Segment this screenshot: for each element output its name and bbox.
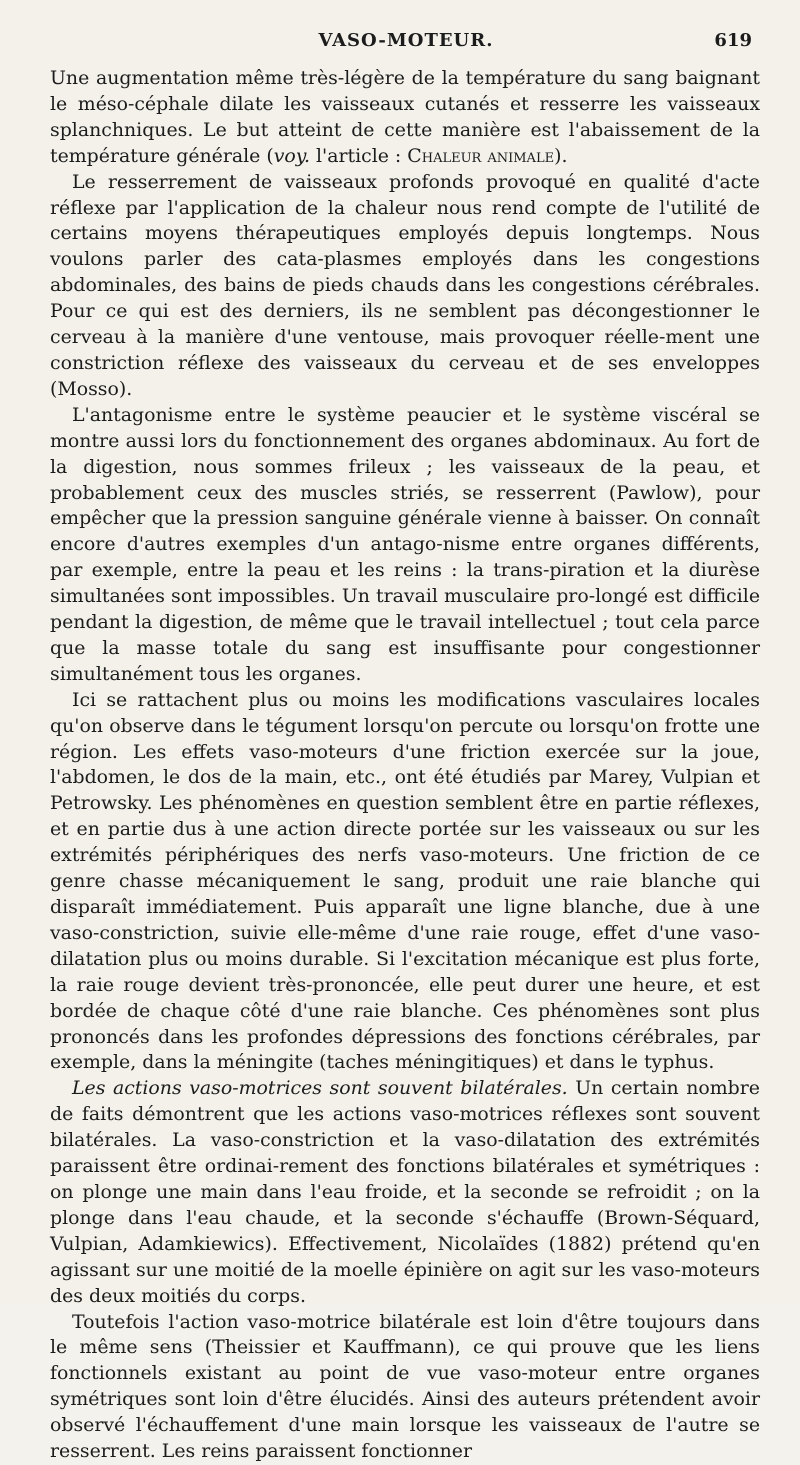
paragraph-text: l'article : (309, 144, 408, 167)
paragraph-text: Un certain nombre de faits démontrent que les actions vaso-motrices réflexes sont souvent bilatérales. La vaso-constriction et la vaso-dilatation des extrémités paraissent être ordinai-rement des fonctions bilatérales et symétriques : on plonge une main dans l'eau froide, et la seconde se refroidit ; on la plonge dans l'eau chaude, et la seconde s'échauffe (Brown-Séquard, Vulpian, Adamkiewics). Effectivement, Nicolaïdes (1882) prétend qu'en agissant sur une moitié de la moelle épinière on agit sur les vaso-moteurs des deux moitiés du corps. (50, 1077, 760, 1307)
voy-abbreviation: voy. (273, 144, 310, 167)
paragraph (50, 1076, 760, 1309)
paragraph: Le resserrement de vaisseaux profonds provoqué en qualité d'acte réflexe par l'application de la chaleur nous rend compte de l'utilité de certains moyens thérapeutiques employés depuis longtemps. Nous voulons parler des cata-plasmes employés dans les congestions abdominales, des bains de pieds chauds dans les congestions cérébrales. Pour ce qui est des derniers, ils ne semblent pas décongestionner le cerveau à la manière d'une ventouse, mais provoquer réelle-ment une constriction réflexe des vaisseaux du cerveau et de ses enveloppes (Mosso). (50, 170, 760, 400)
running-header (50, 30, 762, 58)
page-number: 619 (714, 30, 752, 51)
paragraph: Toutefois l'action vaso-motrice bilatérale est loin d'être toujours dans le même sens (Theissier et Kauffmann), ce qui prouve que les liens fonctionnels existant au point de vue vaso-moteur entre organes symétriques sont loin d'être élucidés. Ainsi des auteurs prétendent avoir observé l'échauffement d'une main lorsque les vaisseaux de l'autre se resserrent. Les reins paraissent fonctionner (50, 1310, 760, 1463)
cross-reference: Chaleur animale (407, 144, 555, 167)
section-lead: Les actions vaso-motrices sont souvent bilatérales. (72, 1077, 568, 1100)
paragraph: L'antagonisme entre le système peaucier et le système viscéral se montre aussi lors du fonctionnement des organes abdominaux. Au fort de la digestion, nous sommes frileux ; les vaisseaux de la peau, et probablement ceux des muscles striés, se resserrent (Pawlow), pour empêcher que la pression sanguine générale vienne à baisser. On connaît encore d'autres exemples d'un antago-nisme entre organes différents, par exemple, entre la peau et les reins : la trans-piration et la diurèse simultanées sont impossibles. Un travail musculaire pro-longé est difficile pendant la digestion, de même que le travail intellectuel ; tout cela parce que la masse totale du sang est insuffisante pour congestionner simultanément tous les organes. (50, 403, 760, 685)
paragraph-text: ). (554, 144, 568, 167)
paragraph: Ici se rattachent plus ou moins les modifications vasculaires locales qu'on observe dans le tégument lorsqu'on percute ou lorsqu'on frotte une région. Les effets vaso-moteurs d'une friction exercée sur la joue, l'abdomen, le dos de la main, etc., ont été étudiés par Marey, Vulpian et Petrowsky. Les phénomènes en question semblent être en partie réflexes, et en partie dus à une action directe portée sur les vaisseaux ou sur les extrémités périphériques des nerfs vaso-moteurs. Une friction de ce genre chasse mécaniquement le sang, produit une raie blanche qui disparaît immédiatement. Puis apparaît une ligne blanche, due à une vaso-constriction, suivie elle-même d'une raie rouge, effet d'une vaso-dilatation plus ou moins durable. Si l'excitation mécanique est plus forte, la raie rouge devient très-prononcée, elle peut durer une heure, et est bordée de chaque côté d'une raie blanche. Ces phénomènes sont plus prononcés dans les profondes dépressions des fonctions cérébrales, par exemple, dans la méningite (taches méningitiques) et dans le typhus. (50, 688, 760, 1074)
paragraph-text: Une augmentation même très-légère de la température du sang baignant le méso-céphale dilate les vaisseaux cutanés et resserre les vaisseaux splanchniques. Le but atteint de cette manière est l'abaissement de la température générale ( (50, 67, 760, 167)
paragraph (50, 66, 760, 170)
running-title: VASO-MOTEUR. (318, 30, 494, 51)
body-text (50, 66, 760, 1465)
